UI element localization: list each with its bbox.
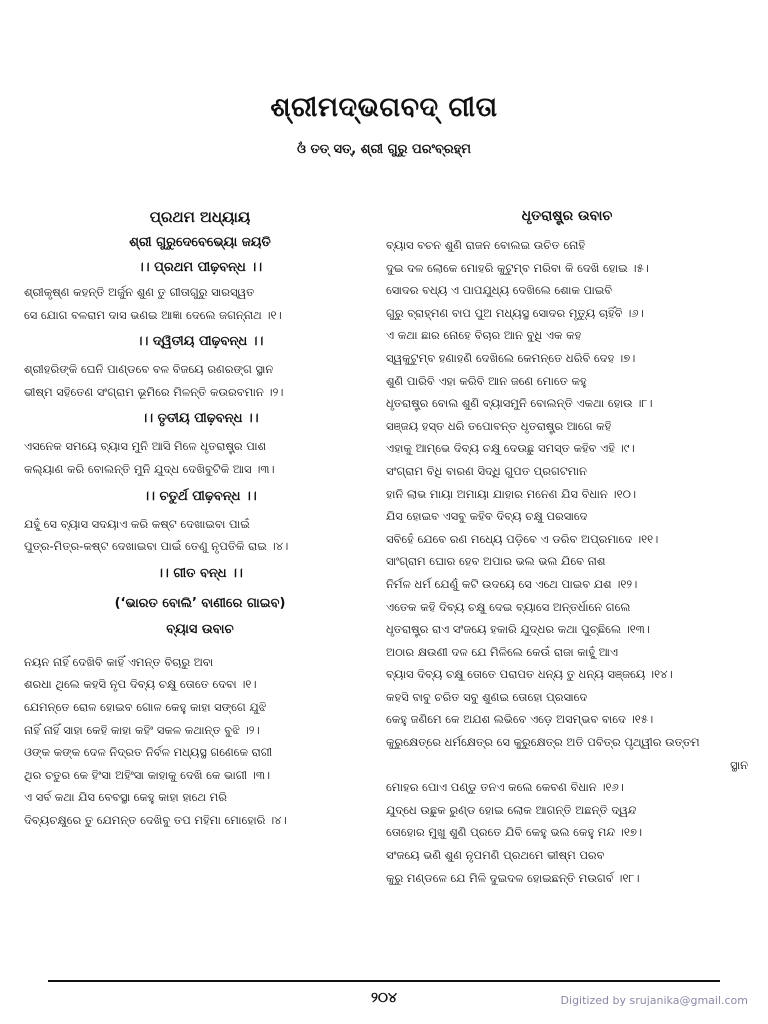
digitized-credit: Digitized by srujanika@gmail.com [560, 994, 748, 1007]
verse-line: ସାଂଗ୍ରାମ ଘୋର ହେବ ଅପାର ଭଲ ଭଲ ଯିବେ ନାଶ [386, 554, 606, 569]
section-heading: ।। ତୃତୀୟ ପୀଢ଼ବନ୍ଧ ।। [141, 411, 259, 427]
verse-line: ଦୁଇ ଦଳ ଲୋକେ ମୋହରି କୁଟୁମ୍ବ ମରିବା କି ଦେଖି ହୋଇ ।୫। [386, 260, 649, 275]
verse-line: ସ୍ଥାନ [730, 757, 748, 772]
verse-line: ଯିସ ହୋଇବ ଏସବୁ କହିବ ଦିବ୍ୟ ଚକ୍ଷୁ ପରସାଦେ [386, 509, 588, 524]
verse-line: ନୟନ ନାହିଁ ଦେଖିବି କାହିଁ ଏମନ୍ତ ବିଚାରୁ ଅବା [24, 654, 214, 669]
section-heading: ବ୍ୟାସ ଉବାଚ [166, 621, 234, 637]
verse-line: କଲ୍ୟାଣ କରି ବୋଲନ୍ତି ମୁନି ଯୁଦ୍ଧ ଦେଖିବୁଟିକି ଆସ ।୩। [24, 461, 275, 476]
verse-line: ସେ ଯୋଗ ବଳରାମ ଦାସ ଭଣଇ ଆଜ୍ଞା ଦେଲେ ଜଗନ୍ନାଥ ।୧। [24, 307, 282, 322]
verse-line: ସ୍ୱକୁଟୁମ୍ବ ହଣାହଣି ଦେଖିଲେ କେମନ୍ତେ ଧରିବି ଦେହ ।୭। [386, 350, 636, 365]
page-subtitle: ଓଁ ତତ୍‌ ସତ୍‌, ଶ୍ରୀ ଗୁରୁ ପରଂବ୍ରହ୍ମ [297, 142, 471, 157]
verse-line: ଥିର ଚତୁର କେ ହିଂସା ଅହିଂସା କାହାକୁ ଦେଖି କେ ଭାଗୀ ।୩। [24, 767, 271, 782]
verse-line: ଅଠାର କ୍ଷଉଣୀ ଦଳ ଯେ ମିଳିଲେ କେଉଁ ରାଜା କାହୁଁ ଆଏ [386, 644, 618, 659]
verse-line: ହାନି ଲାଭ ମାୟା ଅମାୟା ଯାହାର ମନେଣ ଯିସ ବିଧାନ ।୧୦। [386, 486, 637, 501]
verse-line: ସୋଦର ବଧ୍ୟ ଏ ପାପଯୁଧ୍ୟ ଦେଖିଲେ ଶୋକ ପାଇବି [386, 283, 613, 298]
verse-line: ଶ୍ରୀହରିଙ୍କି ଘେନି ପାଣ୍ଡବେ ବଳ ବିଜୟେ ରଣରଙ୍ଗ ସ୍ଥାନ [24, 362, 274, 377]
verse-line: ପୁତ୍ର-ମିତ୍ର-କଷ୍ଟ ଦେଖାଇବା ପାଇଁ ତେଣୁ ନୃପତିକି ରାଇ ।୪। [24, 539, 289, 554]
section-heading: ।। ଚତୁର୍ଥ ପୀଢ଼ବନ୍ଧ ।। [143, 488, 257, 504]
verse-line: ଧୃତରାଷ୍ଟ୍ର ବୋଲ ଶୁଣି ବ୍ୟାସମୁନି ବୋଲନ୍ତି ଏକଥା ହୋଉ ।୮। [386, 396, 653, 411]
verse-line: ଏହାକୁ ଆମ୍ଭେ ଦିବ୍ୟ ଚକ୍ଷୁ ଦେଉଛୁ ସମସ୍ତ କହିବ ଏହି ।୯। [386, 441, 635, 456]
verse-line: ଓଙ୍କ କଙ୍କ ଦେଳ ନିଦ୍ରତ ନିର୍ବଳ ମଧ୍ୟସ୍ଥ ଗଣେକେ ରାଗୀ [24, 745, 273, 760]
verse-line: ଶରଧା ଥିଲେ କହସି ନୃପ ଦିବ୍ୟ ଚକ୍ଷୁ ତୋତେ ଦେବା ।୧। [24, 677, 257, 692]
right-column [386, 204, 748, 889]
verse-line: କହସି ବାବୁ ଚରିତ ସବୁ ଶୁଣଇ ତୋହୋ ପ୍ରସାଦେ [386, 689, 588, 704]
footer-divider [48, 980, 720, 982]
verse-line: ଶୁଣି ପାରିବି ଏହା କରିବି ଆନ ଜଣେ ମୋତେ କହୁ [386, 373, 587, 388]
verse-line: ସଞ୍ଜୟ ହସ୍ତ ଧରି ତପୋବନ୍ତ ଧୃତରାଷ୍ଟ୍ର ଆଗେ କହି [386, 418, 612, 433]
spacer [24, 642, 376, 651]
verse-line: ବ୍ୟାସ ଦିବ୍ୟ ଚକ୍ଷୁ ତୋତେ ପରାପତ ଧନ୍ୟ ତୁ ଧନ୍ୟ ସଞ୍ଜୟେ ।୧୪। [386, 667, 673, 682]
verse-line: ଯୁଦ୍ଧେ ଉଛୁକ ରୁଣ୍ଡ ହୋଇ ଲୋକ ଆଗନ୍ତି ଅଛନ୍ତି ଦ୍ୱନ୍ଦ [386, 802, 637, 817]
verse-line: ଏ କଥା ଛାର ନୋହେ ବିଚାର ଆନ ବୁଧି ଏକ କହ [386, 328, 582, 343]
verse-line: ଧୃତରାଷ୍ଟ୍ର ରାଏ ସଂଜୟେ ହକାରି ଯୁଦ୍ଧର କଥା ପୁଚ୍ଛିଲେ ।୧୩। [386, 622, 650, 637]
verse-line: ଯହୁଁ ସେ ବ୍ୟାସ ସଦୟାଏ କରି କଷ୍ଟ ଦେଖାଇବା ପାଇଁ [24, 516, 250, 531]
verse-line: ଗୁରୁ ବ୍ରାହ୍ମଣ ବାପ ପୁଅ ମଧ୍ୟସ୍ଥ ସୋଦର ମୃତ୍ୟୁ ଚାହିଁବି ।୬। [386, 305, 644, 320]
section-heading: ଶ୍ରୀ ଗୁରୁଦେବେଭ୍ୟୋ ଜୟତି [129, 235, 271, 250]
section-heading: ।। ଦ୍ୱିତୀୟ ପୀଢ଼ବନ୍ଧ ।। [136, 334, 264, 350]
verse-line: ସବିହେଁ ଯେବେ ରଣ ମଧ୍ୟେ ପଡ଼ିବେ ଏ ଡରିବ ଅପ୍ରମାଦେ ।୧୧। [386, 531, 659, 546]
verse-line: କେହୁ ଜଣିମେ କେ ଅଯଶ ଲଭିବେ ଏଡ଼େ ଅସମ୍ଭବ ବାଦେ ।୧୫। [386, 712, 654, 727]
speaker-heading: ଧୃତରାଷ୍ଟ୍ର ଉବାଚ [521, 208, 613, 224]
left-column [24, 204, 376, 832]
verse-line: ନିର୍ମଳ ଧର୍ମ ଯେଣୁଁ କଟି ଉଦୟେ ସେ ଏଥେ ପାଇବ ଯଶ ।୧୨। [386, 576, 638, 591]
verse-line: ଭୀଷ୍ମ ସହିତେଣ ସଂଗ୍ରାମ ଭୂମିରେ ମିଳନ୍ତି କଉରବମାନ ।୨। [24, 384, 284, 399]
section-heading: ।। ପ୍ରଥମ ପୀଢ଼ବନ୍ଧ ।। [137, 260, 263, 275]
page-title: ଶ୍ରୀମଦ୍‌ଭଗବଦ୍‌ ଗୀତା [270, 92, 498, 123]
verse-line: ବ୍ୟାସ ବଚନ ଶୁଣି ରାଜନ ବୋଲଇ ଉଚିତ ନୋହି [386, 238, 586, 252]
verse-line: ତୋହୋର ମୁଖୁ ଶୁଣି ପ୍ରତେ ଯିବି କେହୁ ଭଲ କେହୁ ମନ୍ଦ ।୧୭। [386, 825, 643, 840]
singing-note: (‘ଭାରତ ବୋଲି’ ବାଣୀରେ ଗାଇବ) [114, 595, 286, 611]
verse-line: କୁରୁକ୍ଷେତ୍ରେ ଧର୍ମକ୍ଷେତ୍ର ସେ କୁରୁକ୍ଷେତ୍ର ଅତି ପବିତ୍ର ପୃଥ୍ୱୀର ଉତ୍ତମ [386, 735, 700, 750]
page-number: ୨୦୪ [370, 990, 398, 1006]
verse-line: ନାହିଁ ନାହିଁ ସାହା କେହି କାହା କହିଂ ସକଳ କଥାନ୍ତ ବୁଝି ।୨। [24, 722, 260, 737]
verse-line: ଶ୍ରୀକୃଷ୍ଣ କହନ୍ତି ଅର୍ଜୁନ ଶୁଣ ତୁ ଗୀତାଗୁରୁ ସାରସ୍ୱତ [24, 285, 255, 299]
verse-line: ଏ ସର୍ବ କଥା ଯିସ ବେବସ୍ଥା କେହୁ କାହା ହାଥେ ମରି [24, 790, 227, 805]
verse-line: ସଂଜୟେ ଭଣି ଶୁଣ ନୃପମଣି ପ୍ରଥମେ ଭୀଷ୍ମ ପରବ [386, 848, 605, 863]
section-heading: ।। ଗୀତ ବନ୍ଧ ।। [157, 565, 243, 581]
verse-line: ମୋହର ପୋଏ ପଣ୍ଡୁ ତନଏ କଲେ କେବଣ ବିଧାନ ।୧୬। [386, 780, 624, 795]
verse-line: ଯେମନ୍ତେ ରୋଳ ହୋଇବ ଗୋଳ କେହୁ କାହା ସଙ୍ଗେ ଯୁଝି [24, 699, 267, 714]
verse-line: ସଂଗ୍ରାମ ବିଧି ବାରଣ ସିଦ୍ଧି ଗୁପତ ପ୍ରଗଟମାନ [386, 463, 587, 478]
verse-line: ଏତେକ କହି ଦିବ୍ୟ ଚକ୍ଷୁ ଦେଇ ବ୍ୟାସେ ଅନ୍ତର୍ଧାନେ ଗଲେ [386, 599, 631, 614]
verse-line: ଏସନେକ ସମୟେ ବ୍ୟାସ ମୁନି ଆସି ମିଳେ ଧୃତରାଷ୍ଟ୍ର ପାଶ [24, 439, 267, 454]
verse-line: କୁରୁ ମଣ୍ଡଳେ ଯେ ମିଳି ଦୁଇଦଳ ହୋଇଛନ୍ତି ମଉଗର୍ବ ।୧୮। [386, 870, 640, 885]
chapter-heading: ପ୍ରଥମ ଅଧ୍ୟାୟ [149, 208, 251, 226]
verse-line: ଦିବ୍ୟଚକ୍ଷୁରେ ତୁ ଯେମନ୍ତ ଦେଖିବୁ ତପ ମହିମା ମୋହୋରି ।୪। [24, 812, 287, 827]
